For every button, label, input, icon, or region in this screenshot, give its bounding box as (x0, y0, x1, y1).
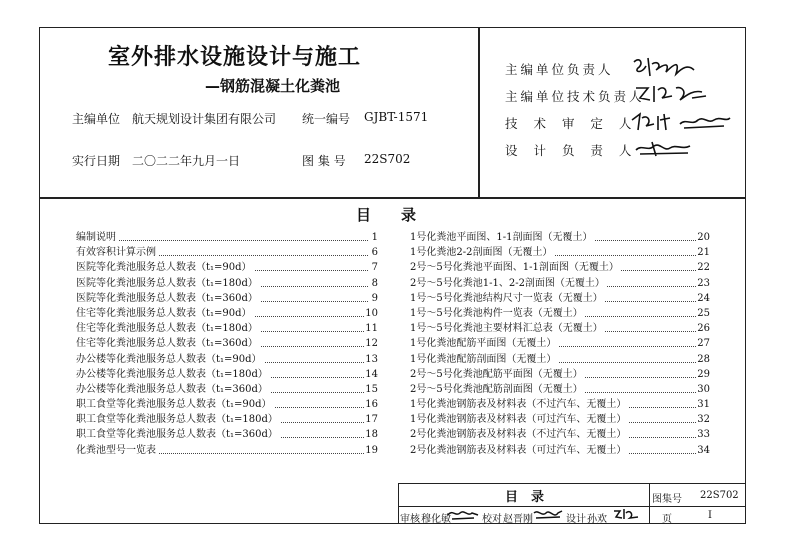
toc-item[interactable] (410, 306, 710, 321)
toc-item[interactable] (410, 367, 710, 382)
toc-item[interactable] (410, 276, 710, 291)
titleblock-check-label: 校对 (482, 514, 502, 525)
toc-item[interactable] (410, 397, 710, 412)
toc-item[interactable] (410, 352, 710, 367)
unified-code: GJBT-1571 (364, 110, 429, 124)
toc-item[interactable] (76, 306, 378, 321)
toc-item-label: 1号化粪池配筋平面图（无覆土） (410, 336, 558, 351)
effective-date-label: 实行日期 (72, 154, 121, 168)
toc-item-page: 8 (371, 276, 378, 291)
titleblock-atlas-no-label: 图集号 (652, 494, 682, 505)
toc-item-label: 1号～5号化粪池构件一览表（无覆土） (410, 306, 585, 321)
toc-item-label: 化粪池型号一览表 (76, 443, 158, 458)
toc-item-page: 12 (364, 336, 378, 351)
toc-item-label: 1号化粪池钢筋表及材料表（不过汽车、无覆土） (410, 397, 628, 412)
toc-item-page: 11 (364, 321, 378, 336)
toc-item[interactable] (76, 336, 378, 351)
toc-item-label: 住宅等化粪池服务总人数表（t₁=90d） (76, 306, 254, 321)
titleblock-page: I (708, 510, 712, 521)
toc-item[interactable] (76, 367, 378, 382)
toc-item-label: 医院等化粪池服务总人数表（t₁=90d） (76, 260, 254, 275)
toc-item-page: 25 (696, 306, 710, 321)
toc-item[interactable] (410, 321, 710, 336)
toc-item-label: 办公楼等化粪池服务总人数表（t₁=180d） (76, 367, 270, 382)
titleblock-sheet-title: 目 录 (505, 490, 545, 505)
signature-technical-approver (628, 110, 733, 134)
toc-item-label: 1号化粪池钢筋表及材料表（可过汽车、无覆土） (410, 412, 628, 427)
toc-item-page: 13 (364, 352, 378, 367)
atlas-subtitle: —钢筋混凝土化粪池 (205, 77, 341, 95)
toc-item[interactable] (76, 276, 378, 291)
toc-item-page: 18 (364, 427, 378, 442)
titleblock-left-line (398, 483, 399, 524)
toc-item[interactable] (76, 230, 378, 245)
toc-item[interactable] (76, 352, 378, 367)
titleblock-design-label: 设计 (566, 514, 586, 525)
toc-title: 目 录 (356, 206, 417, 224)
toc-item-label: 住宅等化粪池服务总人数表（t₁=180d） (76, 321, 260, 336)
toc-item[interactable] (410, 230, 710, 245)
toc-item-label: 2号～5号化粪池1-1、2-2剖面图（无覆土） (410, 276, 607, 291)
toc-item-label: 医院等化粪池服务总人数表（t₁=180d） (76, 276, 260, 291)
toc-item[interactable] (410, 443, 710, 458)
toc-item-page: 31 (696, 397, 710, 412)
toc-item[interactable] (76, 291, 378, 306)
technical-approver-label: 技 术 审 定 人 (505, 116, 638, 131)
header-divider-vertical (478, 27, 480, 198)
toc-item-label: 职工食堂等化粪池服务总人数表（t₁=360d） (76, 427, 280, 442)
toc-item-page: 21 (696, 245, 710, 260)
toc-item-page: 15 (364, 382, 378, 397)
toc-right-column (410, 230, 710, 458)
toc-item-page: 1 (371, 230, 378, 245)
signature-checker (532, 507, 564, 521)
toc-item-label: 2号～5号化粪池配筋平面图（无覆土） (410, 367, 585, 382)
toc-item-page: 6 (371, 245, 378, 260)
toc-item-label: 有效容积计算示例 (76, 245, 158, 260)
signature-designer (612, 507, 640, 521)
toc-item[interactable] (410, 336, 710, 351)
design-head-label: 设 计 负 责 人 (505, 143, 638, 158)
chief-unit-head-label: 主编单位负责人 (505, 62, 614, 77)
toc-item-page: 30 (696, 382, 710, 397)
toc-item[interactable] (76, 245, 378, 260)
toc-item-page: 17 (364, 412, 378, 427)
toc-item-label: 2号～5号化粪池平面图、1-1剖面图（无覆土） (410, 260, 621, 275)
toc-item-page: 23 (696, 276, 710, 291)
toc-item-page: 20 (696, 230, 710, 245)
toc-item-page: 28 (696, 352, 710, 367)
signature-reviewer (446, 507, 480, 521)
toc-item-label: 职工食堂等化粪池服务总人数表（t₁=180d） (76, 412, 280, 427)
toc-item[interactable] (410, 245, 710, 260)
titleblock-split-line (649, 483, 650, 524)
toc-item-label: 职工食堂等化粪池服务总人数表（t₁=90d） (76, 397, 274, 412)
toc-item-page: 10 (364, 306, 378, 321)
atlas-title: 室外排水设施设计与施工 (108, 45, 362, 70)
atlas-no: 22S702 (364, 152, 411, 166)
toc-item[interactable] (76, 382, 378, 397)
editor-unit: 航天规划设计集团有限公司 (132, 112, 277, 126)
toc-item-label: 1号化粪池配筋剖面图（无覆土） (410, 352, 558, 367)
toc-item-label: 医院等化粪池服务总人数表（t₁=360d） (76, 291, 260, 306)
toc-item[interactable] (76, 321, 378, 336)
toc-item[interactable] (410, 427, 710, 442)
toc-left-column (76, 230, 378, 458)
toc-item-label: 1号～5号化粪池主要材料汇总表（无覆土） (410, 321, 605, 336)
toc-item[interactable] (410, 412, 710, 427)
unified-code-label: 统一编号 (302, 112, 351, 126)
toc-item-page: 26 (696, 321, 710, 336)
titleblock-atlas-no: 22S702 (700, 490, 739, 501)
toc-item[interactable] (410, 291, 710, 306)
editor-unit-label: 主编单位 (72, 112, 121, 126)
signature-tech-head (632, 82, 712, 106)
titleblock-reviewer: 穆化敏 (421, 514, 451, 525)
toc-item[interactable] (410, 382, 710, 397)
titleblock-review-label: 审核 (400, 514, 420, 525)
toc-item-label: 办公楼等化粪池服务总人数表（t₁=360d） (76, 382, 270, 397)
toc-item-label: 2号化粪池钢筋表及材料表（不过汽车、无覆土） (410, 427, 628, 442)
toc-item-page: 34 (696, 443, 710, 458)
toc-item-label: 办公楼等化粪池服务总人数表（t₁=90d） (76, 352, 264, 367)
toc-item[interactable] (76, 260, 378, 275)
toc-item-page: 16 (364, 397, 378, 412)
signature-design-head (632, 138, 696, 160)
titleblock-checker: 赵晋刚 (503, 514, 533, 525)
toc-item-label: 编制说明 (76, 230, 118, 245)
toc-item-page: 7 (371, 260, 378, 275)
titleblock-top-line (398, 483, 746, 484)
signature-unit-head (630, 54, 700, 80)
toc-item-page: 24 (696, 291, 710, 306)
toc-item[interactable] (76, 412, 378, 427)
toc-item-page: 32 (696, 412, 710, 427)
toc-item-label: 2号～5号化粪池配筋剖面图（无覆土） (410, 382, 585, 397)
chief-unit-tech-head-label: 主编单位技术负责人 (505, 89, 645, 104)
toc-item[interactable] (76, 427, 378, 442)
toc-item[interactable] (76, 443, 378, 458)
titleblock-page-label: 页 (662, 514, 672, 525)
header-divider-horizontal (39, 197, 746, 199)
toc-item-page: 33 (696, 427, 710, 442)
toc-item-label: 1号化粪池平面图、1-1剖面图（无覆土） (410, 230, 594, 245)
toc-item[interactable] (76, 397, 378, 412)
toc-item-page: 14 (364, 367, 378, 382)
toc-item-page: 19 (364, 443, 378, 458)
effective-date: 二〇二二年九月一日 (132, 154, 241, 168)
toc-item[interactable] (410, 260, 710, 275)
toc-item-page: 22 (696, 260, 710, 275)
toc-item-label: 1号～5号化粪池结构尺寸一览表（无覆土） (410, 291, 605, 306)
toc-item-label: 2号化粪池钢筋表及材料表（可过汽车、无覆土） (410, 443, 628, 458)
toc-item-page: 29 (696, 367, 710, 382)
toc-item-page: 9 (371, 291, 378, 306)
toc-item-label: 1号化粪池2-2剖面图（无覆土） (410, 245, 554, 260)
titleblock-designer: 孙欢 (587, 514, 607, 525)
toc-item-page: 27 (696, 336, 710, 351)
atlas-no-label: 图 集 号 (302, 154, 346, 168)
toc-item-label: 住宅等化粪池服务总人数表（t₁=360d） (76, 336, 260, 351)
